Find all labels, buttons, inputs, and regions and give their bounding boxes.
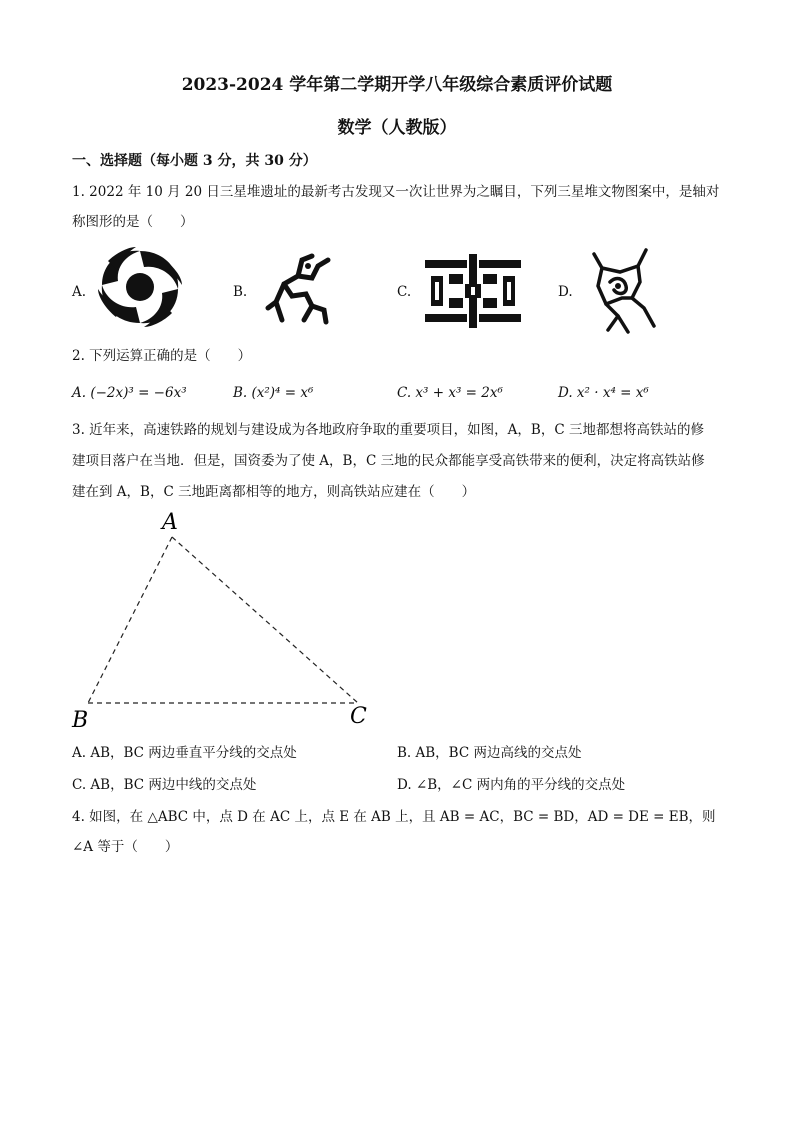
q1-option-d-label: D. — [558, 284, 573, 300]
q1-option-d-bird-image — [588, 246, 658, 338]
q1-option-c-label: C. — [397, 284, 412, 300]
q3-option-d: D. ∠B，∠C 两内角的平分线的交点处 — [397, 777, 626, 793]
vertex-c-label: C — [350, 704, 367, 729]
q1-option-b-dragon-image — [262, 250, 334, 328]
q3-line1: 3. 近年来，高速铁路的规划与建设成为各地政府争取的重要项目，如图，A，B，C 三地都想将高铁站的修 — [72, 422, 704, 438]
q3-option-a: A. AB，BC 两边垂直平分线的交点处 — [72, 745, 297, 761]
q1-option-b-label: B. — [233, 284, 248, 300]
q1-line2: 称图形的是（ ） — [72, 214, 194, 230]
triangle-side-ab — [88, 537, 172, 703]
q1-option-a-label: A. — [72, 284, 87, 300]
vertex-b-label: B — [72, 708, 89, 733]
q1-option-c-pattern-image — [425, 254, 521, 328]
q2-option-d: D. x² · x⁴ = x⁶ — [558, 385, 649, 401]
q3-option-b: B. AB，BC 两边高线的交点处 — [397, 745, 582, 761]
q2-stem: 2. 下列运算正确的是（ ） — [72, 348, 252, 364]
q4-line1: 4. 如图，在 △ABC 中，点 D 在 AC 上，点 E 在 AB 上，且 AB = AC，BC = BD，AD = DE = EB，则 — [72, 809, 716, 825]
q3-triangle-figure — [60, 505, 390, 735]
q4-line2: ∠A 等于（ ） — [72, 839, 179, 855]
page-subtitle: 数学（人教版） — [337, 118, 457, 138]
q2-option-b: B. (x²)⁴ = x⁶ — [233, 385, 314, 401]
q1-option-a-swirl-image — [94, 245, 186, 329]
section-heading: 一、选择题（每小题 3 分，共 30 分） — [72, 153, 317, 169]
triangle-side-ac — [172, 537, 358, 703]
q3-line3: 建在到 A，B，C 三地距离都相等的地方，则高铁站应建在（ ） — [72, 484, 476, 500]
page-title: 2023-2024 学年第二学期开学八年级综合素质评价试题 — [181, 75, 613, 95]
vertex-a-label: A — [162, 510, 178, 535]
q2-option-a: A. (−2x)³ = −6x³ — [72, 385, 187, 401]
q3-option-c: C. AB，BC 两边中线的交点处 — [72, 777, 257, 793]
q1-line1: 1. 2022 年 10 月 20 日三星堆遗址的最新考古发现又一次让世界为之瞩目，下列三星堆文物图案中，是轴对 — [72, 184, 720, 200]
q3-line2: 建项目落户在当地．但是，国资委为了使 A，B，C 三地的民众都能享受高铁带来的便利，决定将高铁站修 — [72, 453, 705, 469]
q2-option-c: C. x³ + x³ = 2x⁶ — [397, 385, 503, 401]
